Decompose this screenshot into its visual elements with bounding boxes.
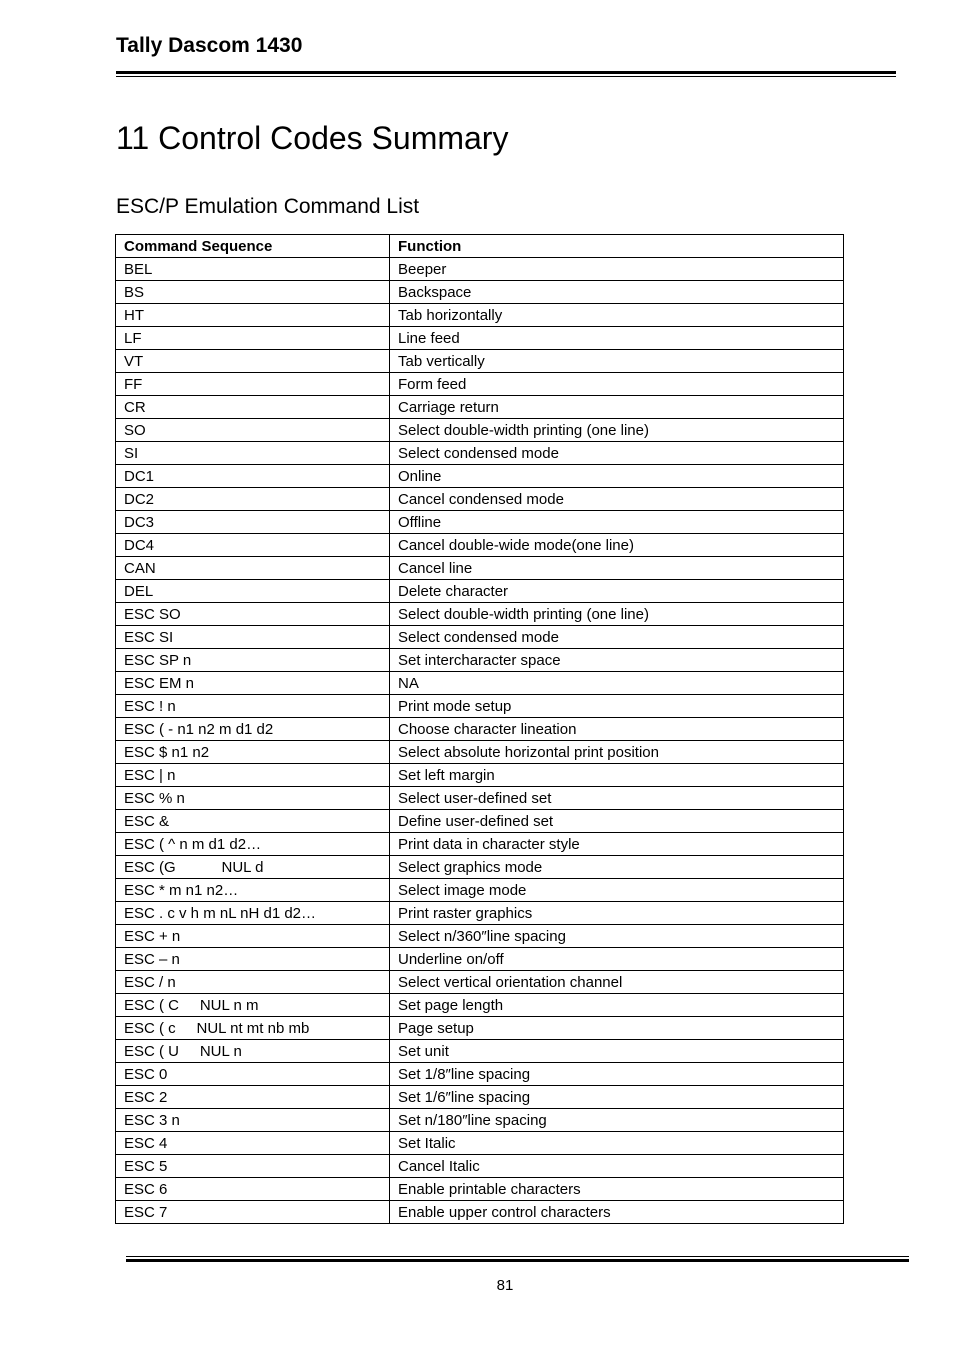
table-row xyxy=(116,810,844,833)
table-row xyxy=(116,879,844,902)
function-cell: Carriage return xyxy=(390,396,844,419)
command-sequence-cell: DC1 xyxy=(116,465,390,488)
page-number: 81 xyxy=(496,1277,514,1294)
table-row xyxy=(116,442,844,465)
table-row xyxy=(116,396,844,419)
table-row xyxy=(116,373,844,396)
command-sequence-cell: ESC * m n1 n2… xyxy=(116,879,390,902)
command-sequence-cell: ESC + n xyxy=(116,925,390,948)
table-row xyxy=(116,350,844,373)
function-cell: Line feed xyxy=(390,327,844,350)
function-cell: Underline on/off xyxy=(390,948,844,971)
table-row xyxy=(116,1086,844,1109)
command-sequence-cell: ESC EM n xyxy=(116,672,390,695)
function-cell: Print raster graphics xyxy=(390,902,844,925)
command-sequence-cell: ESC 0 xyxy=(116,1063,390,1086)
function-cell: Select user-defined set xyxy=(390,787,844,810)
command-sequence-cell: ESC & xyxy=(116,810,390,833)
function-cell: Set unit xyxy=(390,1040,844,1063)
table-row xyxy=(116,419,844,442)
command-sequence-cell: LF xyxy=(116,327,390,350)
command-sequence-cell: CAN xyxy=(116,557,390,580)
function-cell: Delete character xyxy=(390,580,844,603)
function-cell: NA xyxy=(390,672,844,695)
header-rule xyxy=(116,71,896,77)
footer-rule-thick xyxy=(126,1259,909,1262)
table-row xyxy=(116,764,844,787)
table-row xyxy=(116,1178,844,1201)
function-cell: Cancel Italic xyxy=(390,1155,844,1178)
function-cell: Set n/180″line spacing xyxy=(390,1109,844,1132)
section-title: ESC/P Emulation Command List xyxy=(116,195,420,218)
function-cell: Cancel double-wide mode(one line) xyxy=(390,534,844,557)
function-cell: Set intercharacter space xyxy=(390,649,844,672)
command-sequence-cell: SO xyxy=(116,419,390,442)
command-sequence-cell: ESC SP n xyxy=(116,649,390,672)
header-rule-thick xyxy=(116,71,896,74)
function-cell: Set 1/8″line spacing xyxy=(390,1063,844,1086)
command-sequence-cell: ESC . c v h m nL nH d1 d2… xyxy=(116,902,390,925)
table-row xyxy=(116,304,844,327)
table-row xyxy=(116,649,844,672)
command-sequence-cell: ESC / n xyxy=(116,971,390,994)
table-row xyxy=(116,695,844,718)
function-cell: Cancel condensed mode xyxy=(390,488,844,511)
header-rule-thin xyxy=(116,76,896,77)
table-row xyxy=(116,718,844,741)
command-sequence-cell: ESC ( ^ n m d1 d2… xyxy=(116,833,390,856)
command-sequence-cell: ESC ( C NUL n m xyxy=(116,994,390,1017)
chapter-title: 11 Control Codes Summary xyxy=(116,120,509,156)
table-row xyxy=(116,557,844,580)
command-sequence-cell: ESC | n xyxy=(116,764,390,787)
function-cell: Select condensed mode xyxy=(390,442,844,465)
command-sequence-cell: HT xyxy=(116,304,390,327)
command-sequence-cell: BEL xyxy=(116,258,390,281)
function-cell: Set page length xyxy=(390,994,844,1017)
function-cell: Enable upper control characters xyxy=(390,1201,844,1224)
function-cell: Form feed xyxy=(390,373,844,396)
table-row xyxy=(116,1132,844,1155)
command-sequence-cell: ESC 4 xyxy=(116,1132,390,1155)
command-sequence-cell: VT xyxy=(116,350,390,373)
function-cell: Select image mode xyxy=(390,879,844,902)
column-header-command: Command Sequence xyxy=(116,235,390,258)
command-table xyxy=(115,234,844,1224)
function-cell: Beeper xyxy=(390,258,844,281)
table-row xyxy=(116,994,844,1017)
command-sequence-cell: ESC 7 xyxy=(116,1201,390,1224)
command-sequence-cell: ESC – n xyxy=(116,948,390,971)
function-cell: Backspace xyxy=(390,281,844,304)
function-cell: Choose character lineation xyxy=(390,718,844,741)
table-row xyxy=(116,603,844,626)
function-cell: Cancel line xyxy=(390,557,844,580)
function-cell: Tab horizontally xyxy=(390,304,844,327)
command-sequence-cell: ESC 6 xyxy=(116,1178,390,1201)
table-row xyxy=(116,902,844,925)
function-cell: Select graphics mode xyxy=(390,856,844,879)
table-row xyxy=(116,534,844,557)
table-row xyxy=(116,281,844,304)
command-sequence-cell: SI xyxy=(116,442,390,465)
command-sequence-cell: DC4 xyxy=(116,534,390,557)
function-cell: Set 1/6″line spacing xyxy=(390,1086,844,1109)
function-cell: Set Italic xyxy=(390,1132,844,1155)
table-row xyxy=(116,465,844,488)
table-row xyxy=(116,258,844,281)
table-row xyxy=(116,833,844,856)
function-cell: Page setup xyxy=(390,1017,844,1040)
function-cell: Select absolute horizontal print position xyxy=(390,741,844,764)
command-sequence-cell: BS xyxy=(116,281,390,304)
table-row xyxy=(116,971,844,994)
table-row xyxy=(116,511,844,534)
table-row xyxy=(116,925,844,948)
table-row xyxy=(116,1017,844,1040)
function-cell: Set left margin xyxy=(390,764,844,787)
command-sequence-cell: ESC SO xyxy=(116,603,390,626)
running-header-title: Tally Dascom 1430 xyxy=(116,34,303,57)
table-row xyxy=(116,948,844,971)
table-row xyxy=(116,741,844,764)
column-header-function: Function xyxy=(390,235,844,258)
command-sequence-cell: DC2 xyxy=(116,488,390,511)
table-row xyxy=(116,1155,844,1178)
table-header-row xyxy=(116,235,844,258)
command-sequence-cell: ESC SI xyxy=(116,626,390,649)
command-sequence-cell: ESC (G NUL d xyxy=(116,856,390,879)
command-sequence-cell: FF xyxy=(116,373,390,396)
command-sequence-cell: ESC ( c NUL nt mt nb mb xyxy=(116,1017,390,1040)
command-table-body xyxy=(116,258,844,1224)
command-sequence-cell: ESC ! n xyxy=(116,695,390,718)
table-row xyxy=(116,1201,844,1224)
function-cell: Offline xyxy=(390,511,844,534)
command-sequence-cell: DC3 xyxy=(116,511,390,534)
table-row xyxy=(116,327,844,350)
table-row xyxy=(116,1109,844,1132)
command-sequence-cell: CR xyxy=(116,396,390,419)
command-sequence-cell: ESC 5 xyxy=(116,1155,390,1178)
function-cell: Define user-defined set xyxy=(390,810,844,833)
table-row xyxy=(116,1063,844,1086)
command-sequence-cell: ESC ( U NUL n xyxy=(116,1040,390,1063)
table-row xyxy=(116,580,844,603)
function-cell: Select condensed mode xyxy=(390,626,844,649)
function-cell: Select n/360″line spacing xyxy=(390,925,844,948)
command-sequence-cell: DEL xyxy=(116,580,390,603)
function-cell: Select double-width printing (one line) xyxy=(390,419,844,442)
command-sequence-cell: ESC ( - n1 n2 m d1 d2 xyxy=(116,718,390,741)
table-row xyxy=(116,626,844,649)
footer-rule xyxy=(126,1256,909,1262)
function-cell: Online xyxy=(390,465,844,488)
command-sequence-cell: ESC $ n1 n2 xyxy=(116,741,390,764)
command-sequence-cell: ESC 2 xyxy=(116,1086,390,1109)
table-row xyxy=(116,672,844,695)
function-cell: Print data in character style xyxy=(390,833,844,856)
command-sequence-cell: ESC 3 n xyxy=(116,1109,390,1132)
table-row xyxy=(116,488,844,511)
function-cell: Select vertical orientation channel xyxy=(390,971,844,994)
table-row xyxy=(116,1040,844,1063)
footer-rule-thin xyxy=(126,1256,909,1257)
function-cell: Enable printable characters xyxy=(390,1178,844,1201)
function-cell: Print mode setup xyxy=(390,695,844,718)
function-cell: Tab vertically xyxy=(390,350,844,373)
table-row xyxy=(116,856,844,879)
table-row xyxy=(116,787,844,810)
command-sequence-cell: ESC % n xyxy=(116,787,390,810)
function-cell: Select double-width printing (one line) xyxy=(390,603,844,626)
